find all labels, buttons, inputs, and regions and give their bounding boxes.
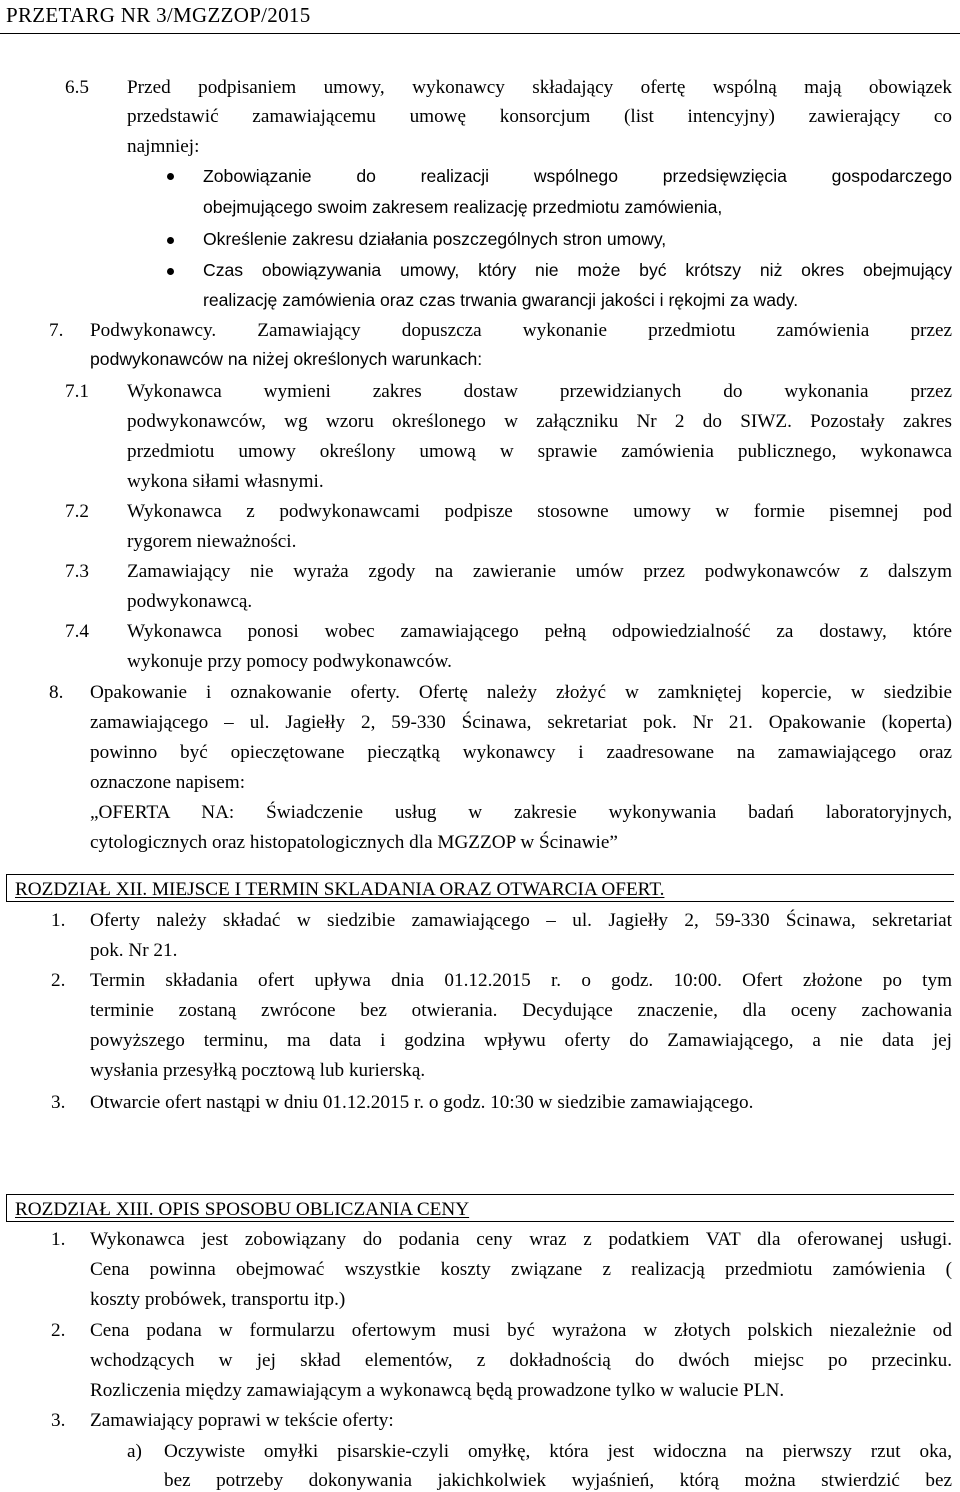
text-line: podwykonawców na niżej określonych warunkach: xyxy=(90,349,483,369)
text-line: przedstawić zamawiającemu umowę konsorcjum (list intencyjny) zawierający co xyxy=(127,106,952,127)
bullet-icon xyxy=(167,173,174,180)
text-line: Cena powinna obejmować wszystkie koszty związane z realizacją przedmiotu zamówienia ( xyxy=(90,1259,952,1280)
page-header xyxy=(0,0,960,34)
chapter-heading-xiii xyxy=(6,1194,954,1222)
item-number: 3. xyxy=(51,1410,66,1431)
chapter-heading-text: ROZDZIAŁ XIII. OPIS SPOSOBU OBLICZANIA CENY xyxy=(15,1199,470,1220)
text-line: Termin składania ofert upływa dnia 01.12.2015 r. o godz. 10:00. Ofert złożone po tym xyxy=(90,970,952,991)
text-line: Cena podana w formularzu ofertowym musi być wyrażona w złotych polskich niezależnie od xyxy=(90,1320,952,1341)
list-item: Zobowiązanie do realizacji wspólnego przedsięwzięcia gospodarczego xyxy=(203,166,952,186)
text-line: najmniej: xyxy=(127,136,200,157)
section-number: 8. xyxy=(49,682,64,703)
text-line: koszty probówek, transportu itp.) xyxy=(90,1289,346,1310)
item-number: 1. xyxy=(51,910,66,931)
text-line: cytologicznych oraz histopatologicznych dla MGZZOP w Ścinawie” xyxy=(90,832,618,853)
text-line: Zamawiający nie wyraża zgody na zawieranie umów przez podwykonawców z dalszym xyxy=(127,561,952,582)
bullet-icon xyxy=(167,268,174,275)
text-line: przedmiotu umowy określony umową w sprawie zamówienia publicznego, wykonawca xyxy=(127,441,952,462)
text-line: Rozliczenia między zamawiającym a wykonawcą będą prowadzone tylko w walucie PLN. xyxy=(90,1380,785,1401)
text-line: podwykonawcą. xyxy=(127,591,253,612)
list-item-continued: realizację zamówienia oraz czas trwania gwarancji jakości i rękojmi za wady. xyxy=(203,290,799,310)
list-item: Czas obowiązywania umowy, który nie może być krótszy niż okres obejmujący xyxy=(203,260,952,280)
text-line: oznaczone napisem: xyxy=(90,772,246,793)
text-line: powinno być opieczętowane pieczątką wykonawcy i zaadresowane na zamawiającego oraz xyxy=(90,742,952,763)
item-number: 7.3 xyxy=(65,561,89,582)
text-line: Przed podpisaniem umowy, wykonawcy składający ofertę wspólną mają obowiązek xyxy=(127,77,952,98)
text-line: bez potrzeby dokonywania jakichkolwiek wyjaśnień, którą można stwierdzić bez xyxy=(164,1470,952,1491)
section-number: 6.5 xyxy=(65,77,89,98)
text-line: podwykonawców, wg wzoru określonego w załączniku Nr 2 do SIWZ. Pozostały zakres xyxy=(127,411,952,432)
item-number: 7.4 xyxy=(65,621,89,642)
item-number: 2. xyxy=(51,970,66,991)
item-number: 3. xyxy=(51,1092,66,1113)
text-line: Zamawiający poprawi w tekście oferty: xyxy=(90,1410,394,1431)
item-number: 7.1 xyxy=(65,381,89,402)
chapter-heading-xii xyxy=(6,874,954,902)
list-item: Określenie zakresu działania poszczególnych stron umowy, xyxy=(203,229,667,249)
text-line: Oferty należy składać w siedzibie zamawiającego – ul. Jagiełły 2, 59-330 Ścinawa, sekretariat xyxy=(90,910,952,931)
text-line: Podwykonawcy. Zamawiający dopuszcza wykonanie przedmiotu zamówienia przez xyxy=(90,320,952,341)
text-line: rygorem nieważności. xyxy=(127,531,297,552)
text-line: wykonuje przy pomocy podwykonawców. xyxy=(127,651,452,672)
text-line: zamawiającego – ul. Jagiełły 2, 59-330 Ścinawa, sekretariat pok. Nr 21. Opakowanie (koperta) xyxy=(90,712,952,733)
text-line: Oczywiste omyłki pisarskie-czyli omyłkę, która jest widoczna na pierwszy rzut oka, xyxy=(164,1441,952,1462)
item-number: 2. xyxy=(51,1320,66,1341)
text-line: wysłania przesyłką pocztową lub kurierską. xyxy=(90,1060,426,1081)
text-line: pok. Nr 21. xyxy=(90,940,178,961)
text-line: terminie zostaną zwrócone bez otwierania. Decydujące znaczenie, dla oceny zachowania xyxy=(90,1000,952,1021)
section-number: 7. xyxy=(49,320,64,341)
text-line: wchodzących w jej skład elementów, z dokładnością do dwóch miejsc po przecinku. xyxy=(90,1350,952,1371)
text-line: powyższego terminu, ma data i godzina wpływu oferty do Zamawiającego, a nie data jej xyxy=(90,1030,952,1051)
text-line: Wykonawca wymieni zakres dostaw przewidzianych do wykonania przez xyxy=(127,381,952,402)
text-line: Otwarcie ofert nastąpi w dniu 01.12.2015 r. o godz. 10:30 w siedzibie zamawiającego. xyxy=(90,1092,754,1113)
chapter-heading-text: ROZDZIAŁ XII. MIEJSCE I TERMIN SKLADANIA ORAZ OTWARCIA OFERT. xyxy=(15,879,665,900)
text-line: Wykonawca jest zobowiązany do podania ceny wraz z podatkiem VAT dla oferowanej usługi. xyxy=(90,1229,952,1250)
text-line: Opakowanie i oznakowanie oferty. Ofertę należy złożyć w zamkniętej kopercie, w siedzibie xyxy=(90,682,952,703)
text-line: Wykonawca ponosi wobec zamawiającego pełną odpowiedzialność za dostawy, które xyxy=(127,621,952,642)
item-number: 7.2 xyxy=(65,501,89,522)
header-title: PRZETARG NR 3/MGZZOP/2015 xyxy=(6,3,311,27)
text-line: „OFERTA NA: Świadczenie usług w zakresie wykonywania badań laboratoryjnych, xyxy=(90,802,952,823)
bullet-icon xyxy=(167,237,174,244)
list-item-continued: obejmującego swoim zakresem realizację przedmiotu zamówienia, xyxy=(203,197,723,217)
text-line: wykona siłami własnymi. xyxy=(127,471,324,492)
text-line: Wykonawca z podwykonawcami podpisze stosowne umowy w formie pisemnej pod xyxy=(127,501,952,522)
item-letter: a) xyxy=(127,1441,142,1462)
item-number: 1. xyxy=(51,1229,66,1250)
